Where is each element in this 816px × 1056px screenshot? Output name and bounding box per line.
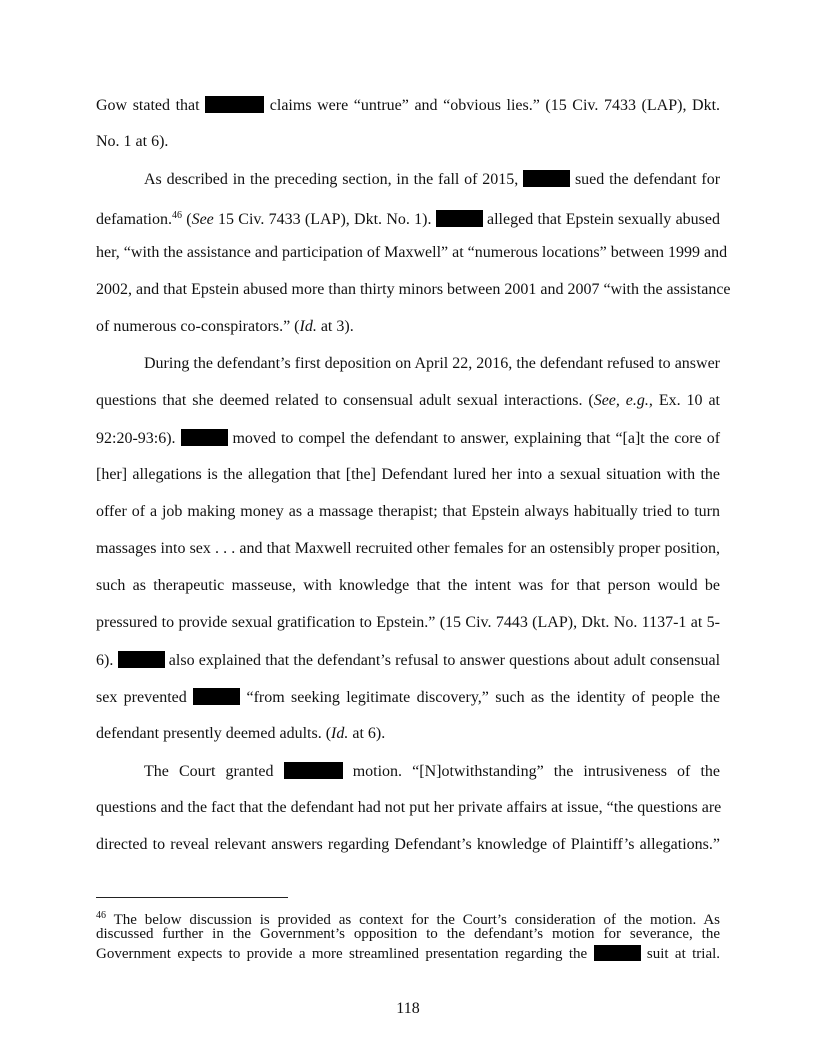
text-line: defamation.$^{46}$ (See 15 Civ. 7433 (LAP), Dkt. No. 1). alleged that Epstein sexually abused bbox=[96, 210, 720, 228]
redaction-box bbox=[181, 429, 228, 446]
text-line: No. 1 at 6). bbox=[96, 133, 169, 150]
text-line: defendant presently deemed adults. (Id. at 6). bbox=[96, 725, 386, 742]
text-line: Gow stated that claims were “untrue” and “obvious lies.” (15 Civ. 7433 (LAP), Dkt. bbox=[96, 97, 721, 114]
redaction-box bbox=[118, 651, 165, 668]
redaction-box bbox=[594, 945, 641, 961]
redaction-box bbox=[284, 762, 343, 779]
text-line: her, “with the assistance and participation of Maxwell” at “numerous locations” between 1999 and bbox=[96, 244, 728, 261]
text-line: [her] allegations is the allegation that [the] Defendant lured her into a sexual situation with the bbox=[96, 466, 720, 483]
page-number: 118 bbox=[396, 1000, 420, 1017]
text-line: offer of a job making money as a massage therapist; that Epstein always habitually tried to turn bbox=[96, 503, 720, 520]
text-line: sex prevented “from seeking legitimate discovery,” such as the identity of people the bbox=[96, 689, 720, 706]
text-line: such as therapeutic masseuse, with knowledge that the intent was for that person would be bbox=[96, 577, 720, 594]
text-line: pressured to provide sexual gratification to Epstein.” (15 Civ. 7443 (LAP), Dkt. No. 1137-1 at 5- bbox=[96, 614, 720, 631]
redaction-box bbox=[436, 210, 483, 227]
text-line: During the defendant’s first deposition on April 22, 2016, the defendant refused to answer bbox=[144, 355, 720, 372]
footnote-number: 46 bbox=[96, 910, 106, 921]
text-line: 92:20-93:6). moved to compel the defendant to answer, explaining that “[a]t the core of bbox=[96, 430, 721, 447]
text-line: 2002, and that Epstein abused more than thirty minors between 2001 and 2007 “with the assistance bbox=[96, 281, 731, 298]
text-line: questions and the fact that the defendant had not put her private affairs at issue, “the questions are bbox=[96, 799, 722, 816]
text-line: The Court granted motion. “[N]otwithstanding” the intrusiveness of the bbox=[144, 763, 721, 780]
text-line: massages into sex . . . and that Maxwell recruited other females for an ostensibly proper position, bbox=[96, 540, 720, 557]
text-line: questions that she deemed related to consensual adult sexual interactions. (See, e.g., Ex. 10 at bbox=[96, 392, 720, 409]
footnote-divider bbox=[96, 897, 288, 898]
redaction-box bbox=[205, 96, 264, 113]
text-line: directed to reveal relevant answers regarding Defendant’s knowledge of Plaintiff’s allegations.” bbox=[96, 836, 720, 853]
redaction-box bbox=[193, 688, 240, 705]
text-line: As described in the preceding section, in the fall of 2015, sued the defendant for bbox=[144, 171, 721, 188]
text-line: 6). also explained that the defendant’s refusal to answer questions about adult consensual bbox=[96, 652, 721, 669]
text-line: of numerous co-conspirators.” (Id. at 3). bbox=[96, 318, 354, 335]
footnote-line: $^{46}$ The below discussion is provided as context for the Court’s consideration of the motion. As bbox=[96, 910, 720, 928]
footnote-line: discussed further in the Government’s opposition to the defendant’s motion for severance, the bbox=[96, 926, 720, 942]
footnote-ref: 46 bbox=[171, 210, 182, 221]
redaction-box bbox=[523, 170, 570, 187]
footnote-line: Government expects to provide a more streamlined presentation regarding the suit at trial. bbox=[96, 946, 721, 962]
